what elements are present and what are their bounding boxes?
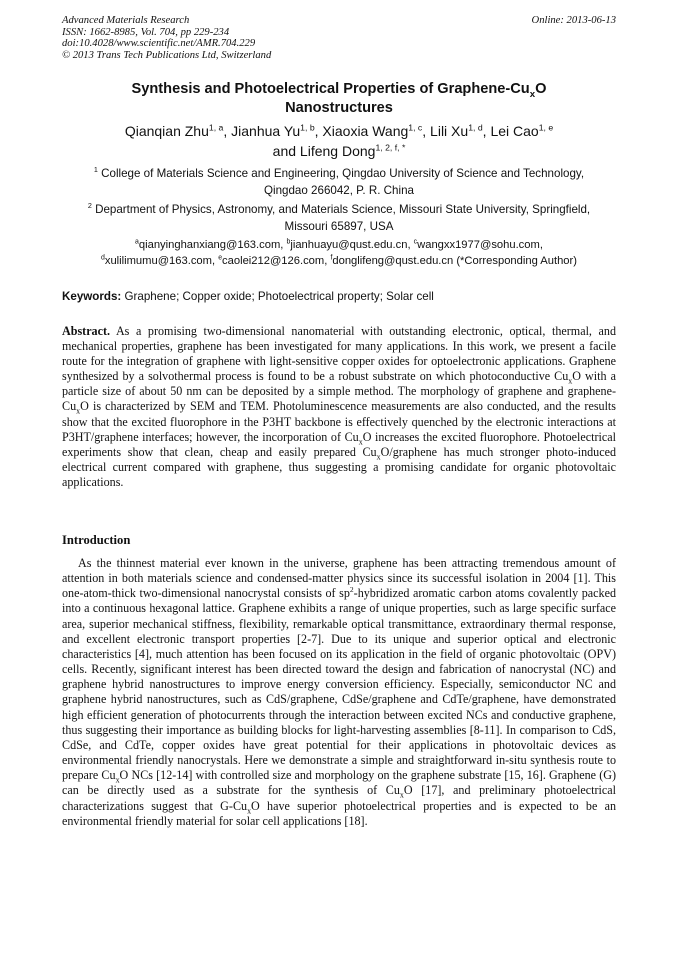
journal-name: Advanced Materials Research	[62, 15, 190, 26]
corresponding-note: (*Corresponding Author)	[456, 254, 577, 267]
abstract: Abstract. As a promising two-dimensional nanomaterial with outstanding electronic, optical, thermal, and mechanical properties, graphene has been investigated for many applications. In this work, we present a facile route for the integration of graphene with light-sensitive copper oxides for optoelectronic applications. Graphene synthesized by a solvothermal process is found to be a robust substrate on which photoconductive $Cu_xO$ with a particle size of about 50 nm can be deposited by a simple method. The morphology of graphene and graphene-$Cu_xO$ is characterized by SEM and TEM. Photoluminescence measurements are also conducted, and the results show that the excited fluorophore in the P3HT backbone is effectively quenched by the electronic interactions at P3HT/graphene interfaces; however, the incorporation of $Cu_xO$ increases the excited fluorophore. Photoelectrical experiments show that clean, cheap and easily prepared $Cu_xO$/graphene has much stronger photo-induced electrical current compared with graphene, thus suggesting a promising candidate for organic photovoltaic applications.	[62, 324, 616, 489]
email-link[interactable]: qianyinghanxiang@163.com	[138, 239, 281, 251]
author-name: Lifeng Dong	[299, 143, 376, 159]
introduction-paragraph: As the thinnest material ever known in the universe, graphene has been attracting tremendous amount of attention in both materials science and condensed-matter physics since its successful isolation in 2004 [1]. This one-atom-thick two-dimensional nanocrystal consists of $sp^2$-hybridized aromatic carbon atoms covalently packed into a continuous hexagonal lattice. Graphene exhibits a range of unique properties, such as large specific surface area, superior mechanical stiffness, flexibility, remarkable optical transmittance, extraordinary thermal response, and excellent electronic transport properties [2-7]. Due to its unique and superior optical and electronic characteristics [4], much attention has been focused on its application in the field of organic photovoltaic (OPV) cells. Recently, significant interest has been directed toward the design and fabrication of nanocrystal (NC) and graphene hybrid nanostructures to improve energy conversion efficiency. Especially, semiconductor NC and graphene hybrid nanostructures, such as CdS/graphene, CdSe/graphene and CdTe/graphene, have demonstrated high efficient generation of photocurrents through the interaction between excited NCs and conductive graphene, thus suggesting their importance as building blocks for light-harvesting assemblies [8-11]. In comparison to CdS, CdSe, and CdTe, copper oxides have great potential for their applications in photovoltaic devices as environmental friendly nanocrystals. Here we demonstrate a simple and straightforward in-situ synthesis route to prepare $Cu_xO$ NCs [12-14] with controlled size and morphology on the graphene substrate [15, 16]. Graphene (G) can be directly used as a substrate for the synthesis of $Cu_xO$ [17], and preliminary photoelectrical characterizations suggest that $G-Cu_xO$ have superior photoelectrical properties and is expected to be an environmental friendly material for solar cell applications [18].	[62, 556, 617, 828]
copyright-line: © 2013 Trans Tech Publications Ltd, Switzerland	[62, 49, 272, 61]
author-name: Xiaoxia Wang	[322, 123, 409, 139]
paper-title: Synthesis and Photoelectrical Properties of Graphene-$Cu_xO$ Nanostructures	[131, 81, 547, 116]
affiliation-1: $^1$ College of Materials Science and Engineering, Qingdao University of Science and Technology, Qingdao 266042, P. R. China	[93, 165, 585, 197]
keywords-text: Graphene; Copper oxide; Photoelectrical property; Solar cell	[124, 290, 434, 303]
section-heading-introduction: Introduction	[62, 533, 131, 547]
keywords	[62, 289, 616, 304]
author-list: Qianqian Zhu$^{1, a}$, Jianhua Yu$^{1, b}$, Xiaoxia Wang$^{1, c}$, Lili Xu$^{1, d}$, Lei Cao$^{1, e}$ and Lifeng Dong$^{1, 2, f, *}$	[124, 122, 554, 159]
issn-line: ISSN: 1662-8985, Vol. 704, pp 229-234	[62, 26, 230, 38]
email-link[interactable]: caolei212@126.com	[222, 254, 325, 267]
email-link[interactable]: jianhuayu@qust.edu.cn	[290, 239, 408, 251]
email-link[interactable]: xulilimumu@163.com	[104, 254, 212, 267]
online-date: Online: 2013-06-13	[531, 15, 616, 26]
affiliation-2: $^2$ Department of Physics, Astronomy, and Materials Science, Missouri State University, Springfield, Missouri 65897, USA	[87, 201, 591, 233]
email-link[interactable]: wangxx1977@sohu.com	[417, 239, 540, 251]
journal-header	[62, 15, 616, 61]
doi-line: doi:10.4028/www.scientific.net/AMR.704.229	[62, 38, 256, 50]
abstract-label: Abstract.	[62, 324, 111, 338]
author-name: Jianhua Yu	[231, 123, 301, 139]
author-emails: $^a$qianyinghanxiang@163.com, $^b$jianhuayu@qust.edu.cn, $^c$wangxx1977@sohu.com, $^d$xulilimumu@163.com, $^e$caolei212@126.com, $^f$donglifeng@qust.edu.cn (*Corresponding Author)	[101, 238, 577, 267]
keywords-label: Keywords:	[62, 290, 122, 303]
author-name: Lei Cao	[490, 123, 539, 139]
author-name: Lili Xu	[430, 123, 469, 139]
email-link[interactable]: donglifeng@qust.edu.cn	[332, 254, 454, 267]
author-name: Qianqian Zhu	[124, 123, 209, 139]
